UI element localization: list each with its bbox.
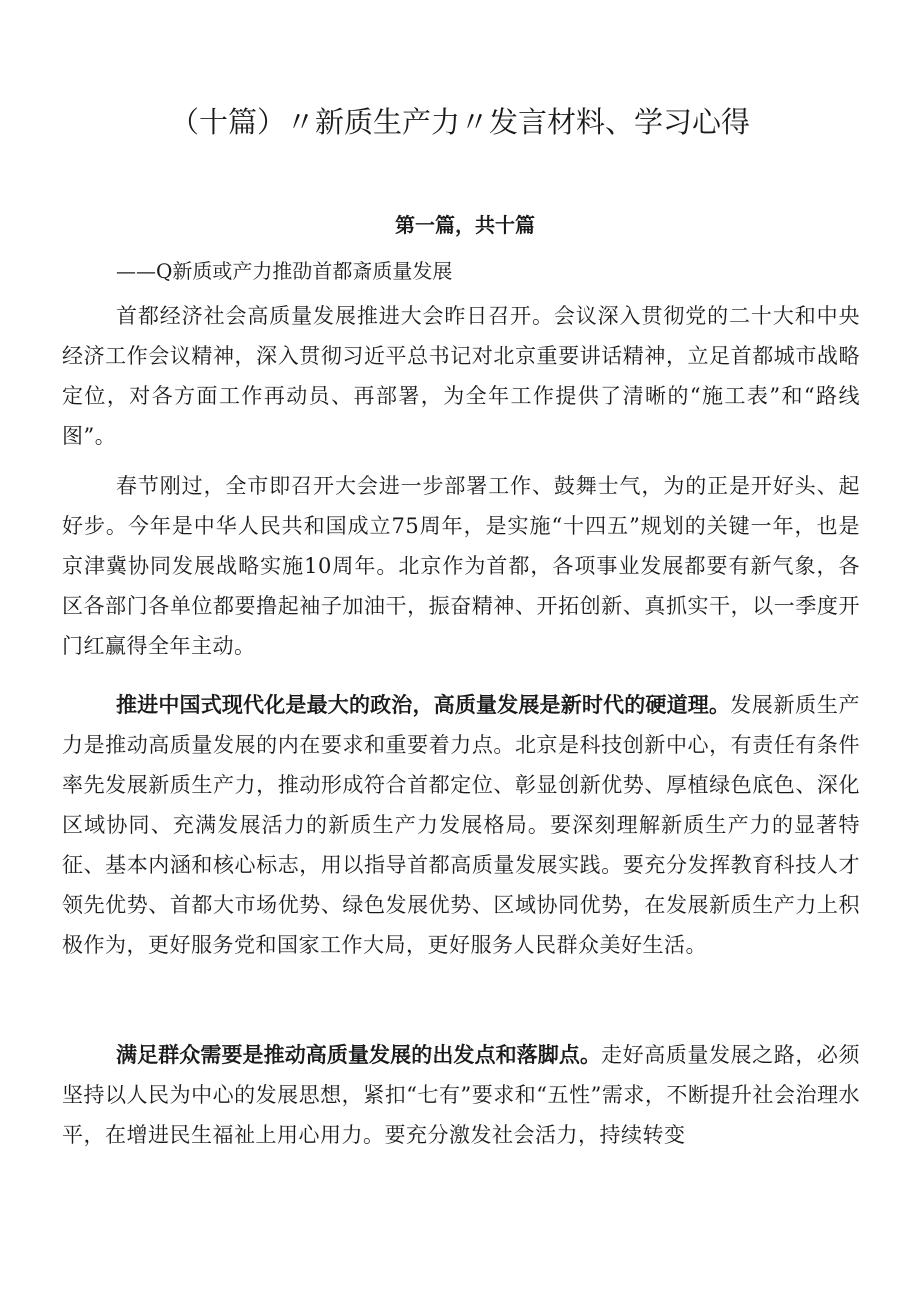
paragraph-1 (62, 296, 860, 456)
section-heading: 第一篇，共十篇 (395, 213, 535, 237)
document-title: （十篇）〃新质生产力〃发言材料、学习心得 (169, 105, 750, 139)
paragraph-1-text: 首都经济社会高质量发展推进大会昨日召开。会议深入贯彻党的二十大和中央经济工作会议精神，深入贯彻习近平总书记对北京重要讲话精神，立足首都城市战略定位，对各方面工作再动员、再部署，为全年工作提供了清晰的“施工表”和“路线图”。 (62, 304, 860, 448)
paragraph-2-text: 春节刚过，全市即召开大会进一步部署工作、鼓舞士气，为的正是开好头、起好步。今年是中华人民共和国成立75周年，是实施“十四五”规划的关键一年，也是京津冀协同发展战略实施10周年。北京作为首都，各项事业发展都要有新气象，各区各部门各单位都要撸起袖子加油干，振奋精神、开拓创新、真抓实干，以一季度开门红赢得全年主动。 (62, 474, 860, 658)
paragraph-3 (62, 685, 860, 965)
paragraph-2 (62, 466, 860, 666)
paragraph-4-lead: 满足群众需要是推动高质量发展的出发点和落脚点。 (116, 1043, 602, 1067)
paragraph-4 (62, 1035, 860, 1155)
article-subtitle: ——Q新质或产力推劭首都斎质量发展 (116, 259, 453, 283)
paragraph-3-lead: 推进中国式现代化是最大的政治，高质量发展是新时代的硬道理。 (116, 693, 731, 717)
paragraph-3-text: 发展新质生产力是推动高质量发展的内在要求和重要着力点。北京是科技创新中心，有责任有条件率先发展新质生产力，推动形成符合首都定位、彰显创新优势、厚植绿色底色、深化区域协同、充满发展活力的新质生产力发展格局。要深刻理解新质生产力的显著特征、基本内涵和核心标志，用以指导首都高质量发展实践。要充分发挥教育科技人才领先优势、首都大市场优势、绿色发展优势、区域协同优势，在发展新质生产力上积极作为，更好服务党和国家工作大局，更好服务人民群众美好生活。 (62, 693, 861, 957)
paragraph-4-text: 走好高质量发展之路，必须坚持以人民为中心的发展思想，紧扣“七有”要求和“五性”需求，不断提升社会治理水平，在增进民生福祉上用心用力。要充分激发社会活力，持续转变 (62, 1043, 861, 1147)
